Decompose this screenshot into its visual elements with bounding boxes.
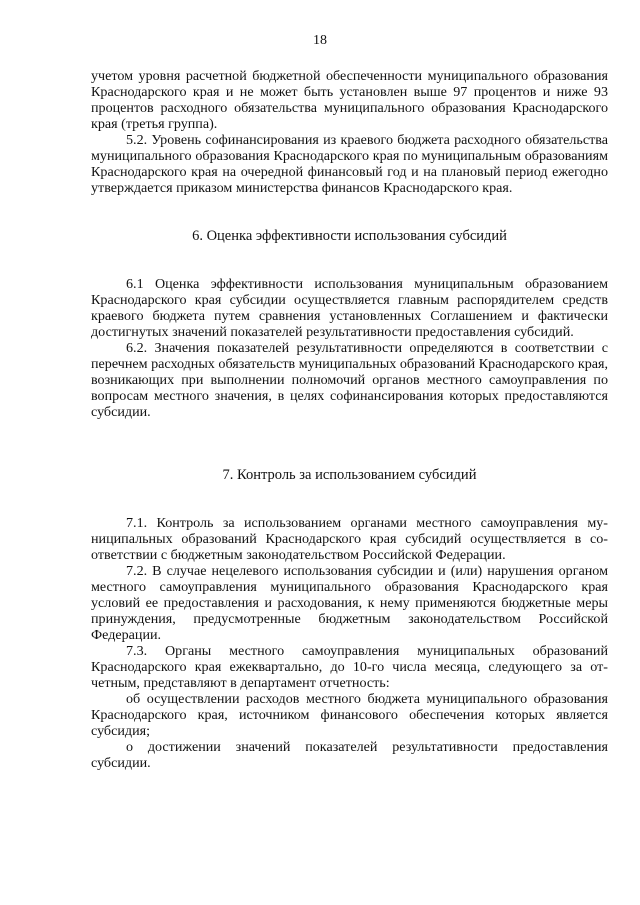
paragraph-7-1: 7.1. Контроль за использованием органами местного самоуправления муниципальных образований Краснодарского края субсидий осуществляется в соответствии с бюджетным законодательством Российской Федерации. (91, 515, 608, 563)
paragraph-7-3-item-indicators: о достижении значений показателей результативности предоставления субсидии. (91, 739, 608, 771)
spacer (91, 483, 608, 515)
spacer (91, 244, 608, 276)
section-7-heading: 7. Контроль за использованием субсидий (222, 467, 477, 483)
spacer (91, 420, 608, 467)
paragraph-7-2: 7.2. В случае нецелевого использования субсидии и (или) нарушения органом местного самоуправления муниципального образования Краснодарского края условий ее предоставления и расходования, к нему применяются бюджетные меры принуждения, предусмотренные бюджетным законодательством Российской Федерации. (91, 563, 608, 643)
spacer (91, 196, 608, 228)
section-6-heading: 6. Оценка эффективности использования субсидий (192, 228, 507, 244)
document-body (91, 68, 608, 771)
page-number: 18 (313, 33, 327, 48)
paragraph-6-1: 6.1 Оценка эффективности использования муниципальным образованием Краснодарского края субсидии осуществляется главным распорядителем средств краевого бюджета путем сравнения установленных Соглашением и фактически достигнутых значений показателей результативности предоставления субсидий. (91, 276, 608, 340)
paragraph-6-2: 6.2. Значения показателей результативности определяются в соответствии с перечнем расходных обязательств муниципальных образований Краснодарского края, возникающих при выполнении полномочий органов местного самоуправления по вопросам местного значения, в целях софинансирования которых предоставляются субсидии. (91, 340, 608, 420)
paragraph-7-3-item-expenses: об осуществлении расходов местного бюджета муниципального образования Краснодарского края, источником финансового обеспечения которых является субсидия; (91, 691, 608, 739)
paragraph-continuation: учетом уровня расчетной бюджетной обеспеченности муниципального образования Краснодарского края и не может быть установлен выше 97 процентов и ниже 93 процентов расходного обязательства муниципального образования Краснодарского края (третья группа). (91, 68, 608, 132)
paragraph-7-3: 7.3. Органы местного самоуправления муниципальных образований Краснодарского края ежеквартально, до 10-го числа месяца, следующего за отчетным, представляют в департамент отчетность: (91, 643, 608, 691)
paragraph-5-2: 5.2. Уровень софинансирования из краевого бюджета расходного обязательства муниципального образования Краснодарского края по муниципальным образованиям Краснодарского края на очередной финансовый год и на плановый период ежегодно утверждается приказом министерства финансов Краснодарского края. (91, 132, 608, 196)
